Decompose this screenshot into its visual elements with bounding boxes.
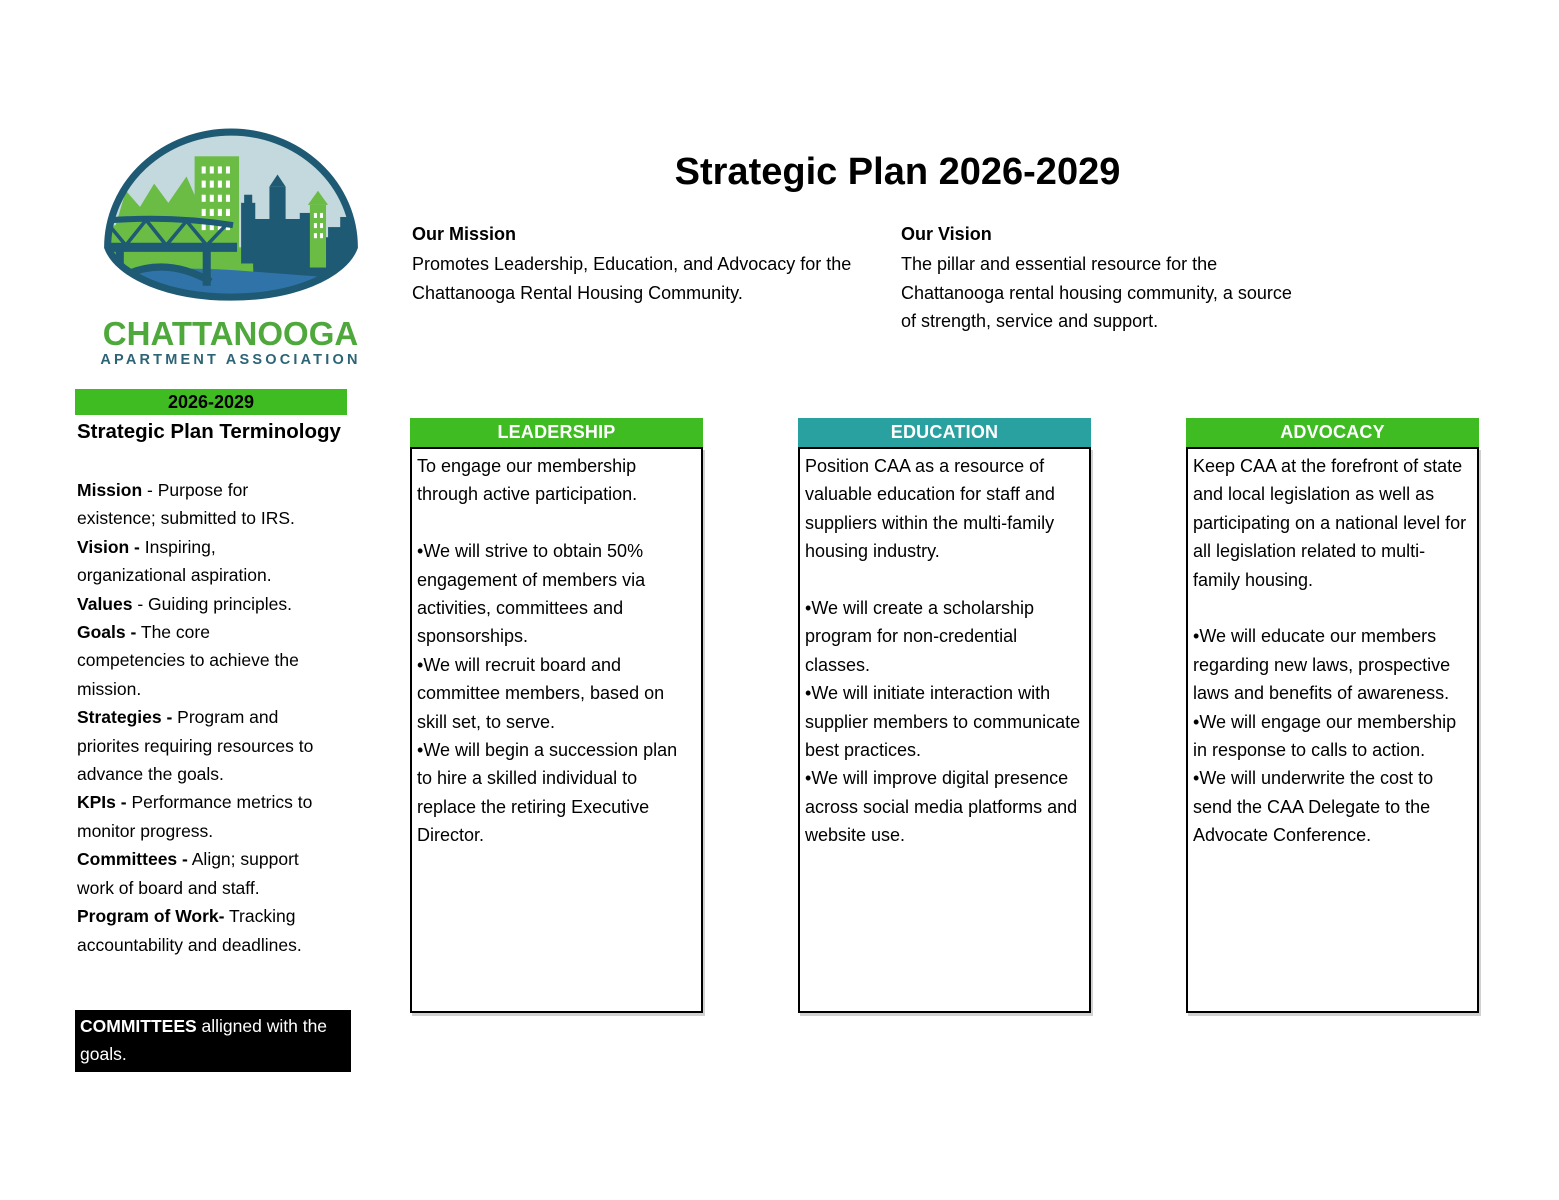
term-kpis: KPIs - Performance metrics to monitor progress. — [77, 792, 313, 841]
strategy-bullet: • We will create a scholarship program for non-credential classes. — [805, 594, 1084, 679]
vision-section — [901, 220, 1297, 336]
pillar-leadership-body — [410, 447, 703, 1013]
term-goals: Goals - The core competencies to achieve the mission. — [77, 622, 299, 699]
strategy-bullet: • We will initiate interaction with supplier members to communicate best practices. — [805, 679, 1084, 764]
goal-statement: Position CAA as a resource of valuable education for staff and suppliers within the multi-family housing industry. — [805, 456, 1055, 562]
strategy-bullet: • We will strive to obtain 50% engagement of members via activities, committees and sponsorships. — [417, 537, 696, 651]
term-values: Values - Guiding principles. — [77, 593, 292, 614]
goal-statement: Keep CAA at the forefront of state and local legislation as well as participating on a national level for all legislation related to multi-family housing. — [1193, 456, 1467, 590]
vision-text: The pillar and essential resource for the Chattanooga rental housing community, a source of strength, service and support. — [901, 254, 1292, 331]
strategy-bullet: • We will underwrite the cost to send the CAA Delegate to the Advocate Conference. — [1193, 764, 1472, 849]
committees-note: COMMITTEES alligned with the goals. — [75, 1010, 351, 1072]
mission-section — [412, 220, 899, 307]
mission-text: Promotes Leadership, Education, and Advocacy for the Chattanooga Rental Housing Community. — [412, 254, 852, 303]
strategy-bullet: • We will improve digital presence across social media platforms and website use. — [805, 764, 1084, 849]
caa-logo — [88, 128, 373, 368]
term-program-of-work: Program of Work- Tracking accountability and deadlines. — [77, 906, 302, 955]
strategy-bullet: • We will engage our membership in response to calls to action. — [1193, 708, 1472, 765]
pillar-leadership-header: LEADERSHIP — [410, 418, 703, 447]
term-strategies: Strategies - Program and priorites requiring resources to advance the goals. — [77, 707, 314, 785]
pillar-education-header: EDUCATION — [798, 418, 1091, 447]
pillar-advocacy-header: ADVOCACY — [1186, 418, 1479, 447]
term-vision: Vision - Inspiring, organizational aspiration. — [77, 536, 272, 586]
caa-logo-skyline-icon — [100, 128, 362, 310]
strategy-bullet: • We will recruit board and committee members, based on skill set, to serve. — [417, 651, 696, 736]
terminology-heading: Strategic Plan Terminology — [77, 420, 341, 443]
strategy-bullet: • We will begin a succession plan to hire a skilled individual to replace the retiring Executive Director. — [417, 736, 696, 850]
pillar-advocacy-body — [1186, 447, 1479, 1013]
vision-heading: Our Vision — [901, 224, 992, 244]
mission-heading: Our Mission — [412, 224, 517, 244]
pillar-education — [798, 418, 1091, 1013]
terminology-list — [77, 476, 317, 959]
term-mission: Mission - Purpose for existence; submitted to IRS. — [77, 480, 295, 529]
pillar-advocacy — [1186, 418, 1479, 1013]
pillar-education-body — [798, 447, 1091, 1013]
page-title: Strategic Plan 2026-2029 — [674, 151, 1121, 193]
years-badge: 2026-2029 — [75, 389, 347, 415]
logo-subtext: APARTMENT ASSOCIATION — [100, 352, 361, 368]
logo-green-tower — [307, 191, 327, 268]
term-committees: Committees - Align; support work of board and staff. — [77, 849, 299, 898]
logo-wordmark: CHATTANOOGA — [102, 315, 359, 352]
strategy-bullet: • We will educate our members regarding new laws, prospective laws and benefits of awareness. — [1193, 622, 1472, 707]
goal-statement: To engage our membership through active participation. — [417, 456, 638, 505]
pillar-leadership — [410, 418, 703, 1013]
